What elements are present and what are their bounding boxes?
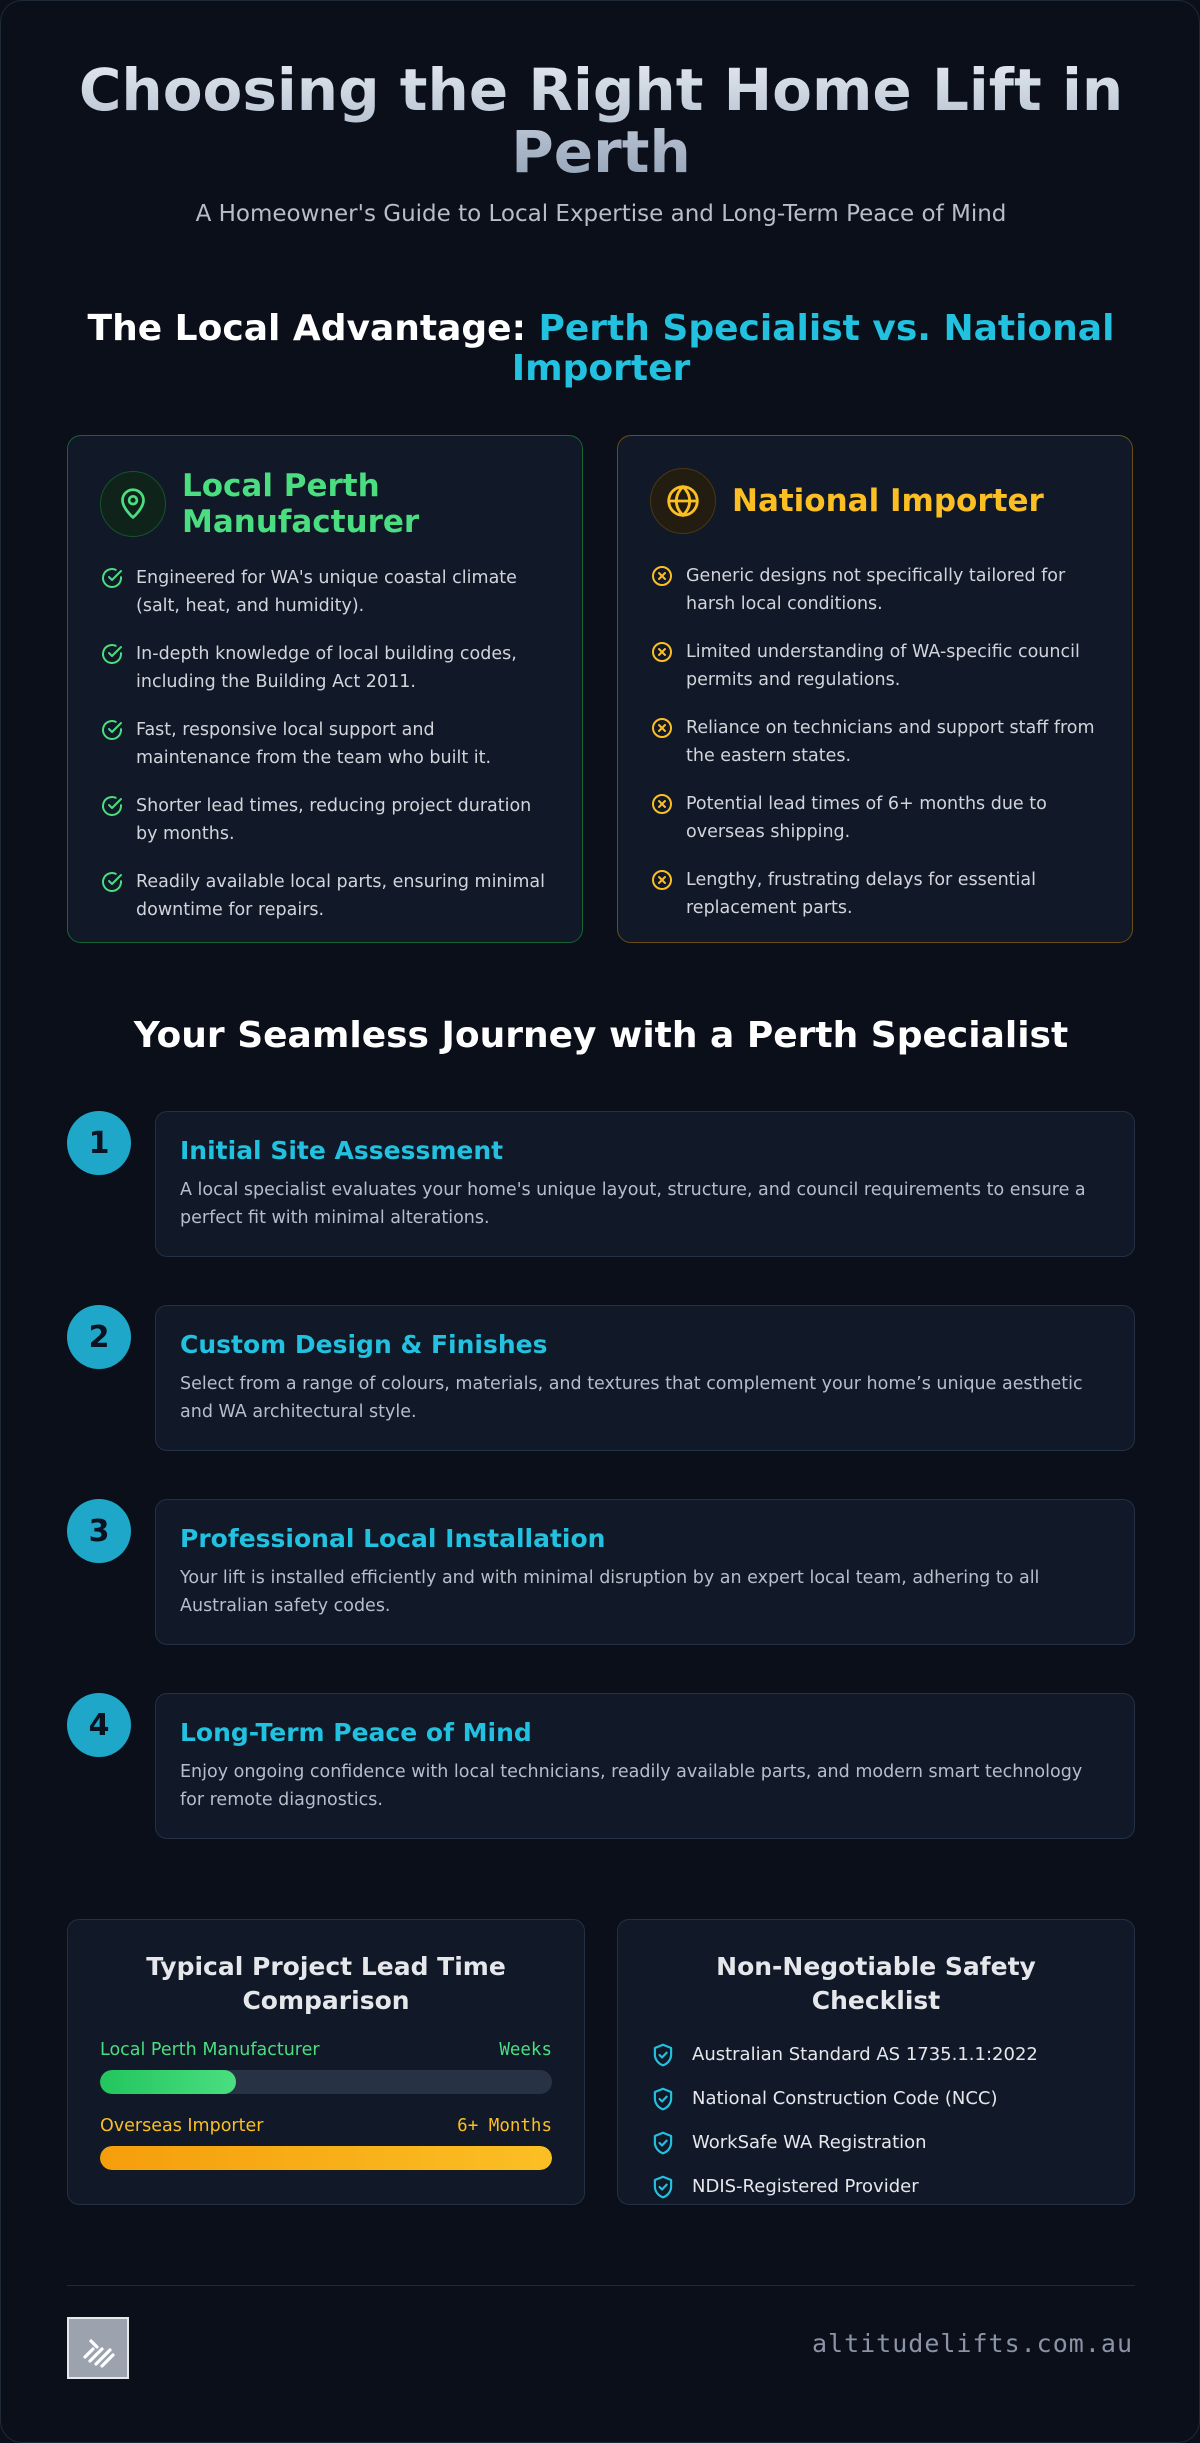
list-item [650,714,1100,770]
checklist-item-text: WorkSafe WA Registration [692,2132,927,2153]
advantage-section-title [1,309,1200,389]
lead-time-card [67,1919,585,2205]
x-circle-icon [650,868,674,892]
local-card-title: Local Perth Manufacturer [182,468,420,540]
company-logo-icon [67,2317,129,2379]
list-item [100,640,550,696]
safety-checklist-card [617,1919,1135,2205]
page-title: Choosing the Right Home Lift in Perth [71,59,1131,183]
step-title: Professional Local Installation [180,1524,606,1553]
shield-check-icon [650,2042,676,2068]
journey-step [67,1111,1135,1257]
step-description: Your lift is installed efficiently and with minimal disruption by an expert local team, adhering to all Australian safety codes. [180,1568,1040,1616]
list-item [650,790,1100,846]
hero [1,56,1200,227]
x-circle-icon [650,792,674,816]
step-card [155,1499,1135,1645]
list-item-text: Readily available local parts, ensuring minimal downtime for repairs. [136,872,546,920]
check-circle-icon [100,870,124,894]
list-item [100,792,550,848]
x-circle-icon [650,716,674,740]
lead-time-bar-overseas [100,2116,552,2170]
footer-url[interactable]: altitudelifts.com.au [811,2329,1133,2358]
local-manufacturer-card [67,435,583,943]
journey-step [67,1499,1135,1645]
step-number-badge: 2 [67,1305,131,1369]
lead-time-bar-local [100,2040,552,2094]
list-item-text: Engineered for WA's unique coastal climate (salt, heat, and humidity). [136,568,517,616]
national-drawbacks-list [650,562,1100,922]
step-number-badge: 3 [67,1499,131,1563]
step-number-badge: 4 [67,1693,131,1757]
local-card-header [100,468,550,540]
bar-fill [100,2146,552,2170]
step-description: A local specialist evaluates your home's unique layout, structure, and council requirements to ensure a perfect fit with minimal alterations. [180,1180,1086,1228]
step-card [155,1693,1135,1839]
step-description: Select from a range of colours, materials, and textures that complement your home’s unique aesthetic and WA architectural style. [180,1374,1083,1422]
journey-step [67,1693,1135,1839]
list-item-text: Generic designs not specifically tailored for harsh local conditions. [686,566,1066,614]
national-importer-card [617,435,1133,943]
safety-checklist [650,2040,1102,2202]
list-item [650,562,1100,618]
x-circle-icon [650,564,674,588]
list-item [650,866,1100,922]
step-title: Long-Term Peace of Mind [180,1718,532,1747]
national-card-header [650,468,1100,534]
list-item [100,564,550,620]
bar-label: Local Perth Manufacturer [100,2040,320,2060]
checklist-item [650,2172,1102,2202]
step-description: Enjoy ongoing confidence with local technicians, readily available parts, and modern smart technology for remote diagnostics. [180,1762,1083,1810]
journey-section-title: Your Seamless Journey with a Perth Specialist [133,1015,1069,1056]
check-circle-icon [100,794,124,818]
list-item [100,868,550,924]
list-item-text: Reliance on technicians and support staff from the eastern states. [686,718,1095,766]
checklist-item-text: NDIS-Registered Provider [692,2176,919,2197]
bar-track [100,2146,552,2170]
list-item [100,716,550,772]
check-circle-icon [100,642,124,666]
bar-value-label: Weeks [499,2040,552,2060]
footer-divider [67,2285,1135,2286]
journey-step [67,1305,1135,1451]
shield-check-icon [650,2086,676,2112]
checklist-item-text: National Construction Code (NCC) [692,2088,998,2109]
check-circle-icon [100,566,124,590]
lead-time-title: Typical Project Lead Time Comparison [146,1952,506,2015]
checklist-item [650,2084,1102,2114]
check-circle-icon [100,718,124,742]
list-item-text: Limited understanding of WA-specific council permits and regulations. [686,642,1080,690]
bar-value-label: 6+ Months [457,2116,552,2136]
page-subtitle: A Homeowner's Guide to Local Expertise and Long-Term Peace of Mind [195,201,1007,227]
list-item-text: In-depth knowledge of local building codes, including the Building Act 2011. [136,644,517,692]
bar-label: Overseas Importer [100,2116,264,2136]
checklist-item [650,2128,1102,2158]
x-circle-icon [650,640,674,664]
checklist-item-text: Australian Standard AS 1735.1.1:2022 [692,2044,1038,2065]
safety-checklist-title: Non-Negotiable Safety Checklist [716,1952,1036,2015]
list-item-text: Potential lead times of 6+ months due to overseas shipping. [686,794,1047,842]
bar-fill [100,2070,236,2094]
bar-track [100,2070,552,2094]
national-card-title: National Importer [732,483,1044,519]
shield-check-icon [650,2174,676,2200]
step-card [155,1305,1135,1451]
advantage-title-lead: The Local Advantage: [87,308,539,349]
globe-icon [650,468,716,534]
map-pin-icon [100,471,166,537]
advantage-title-accent: Perth Specialist vs. National Importer [511,308,1115,389]
step-title: Initial Site Assessment [180,1136,504,1165]
list-item [650,638,1100,694]
list-item-text: Shorter lead times, reducing project duration by months. [136,796,532,844]
step-card [155,1111,1135,1257]
list-item-text: Lengthy, frustrating delays for essential replacement parts. [686,870,1036,918]
step-number-badge: 1 [67,1111,131,1175]
local-advantages-list [100,564,550,924]
shield-check-icon [650,2130,676,2156]
step-title: Custom Design & Finishes [180,1330,548,1359]
checklist-item [650,2040,1102,2070]
list-item-text: Fast, responsive local support and maintenance from the team who built it. [136,720,492,768]
